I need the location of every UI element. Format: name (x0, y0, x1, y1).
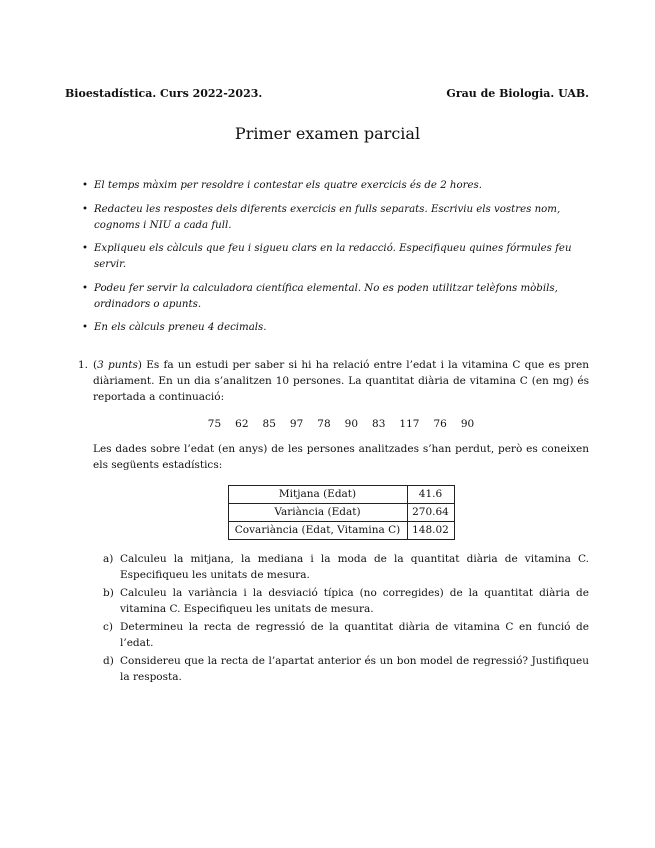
instruction-item: • En els càlculs preneu 4 decimals. (82, 320, 589, 336)
exam-title: Primer examen parcial (234, 124, 421, 143)
instruction-item: • Expliqueu els càlculs que feu i sigueu clars en la redacció. Especifiqueu quines fórmules feu servir. (82, 241, 589, 273)
page-header (65, 87, 589, 100)
stat-label: Covariància (Edat, Vitamina C) (228, 522, 407, 540)
data-value: 90 (344, 418, 359, 430)
problem-1 (78, 357, 589, 687)
course-title: Bioestadística. Curs 2022-2023. (65, 87, 263, 100)
table-row (228, 522, 454, 540)
instruction-item: • El temps màxim per resoldre i contestar els quatre exercicis és de 2 hores. (82, 178, 589, 194)
subquestion-label: d) (103, 655, 114, 667)
stat-value: 148.02 (407, 522, 454, 540)
instruction-item: • Podeu fer servir la calculadora científica elemental. No es poden utilitzar telèfons mòbils, ordinadors o apunts. (82, 281, 589, 313)
stat-value: 41.6 (407, 486, 454, 504)
subquestion-text: Calculeu la variància i la desviació típica (no corregides) de la quantitat diària de vitamina C. Especifiqueu les unitats de mesura. (120, 587, 589, 615)
problem-intro: Es fa un estudi per saber si hi ha relació entre l’edat i la vitamina C que es pren diàriament. En un dia s’analitzen 10 persones. La quantitat diària de vitamina C (en mg) és reportada a continuació: (93, 359, 590, 403)
data-value: 85 (262, 418, 276, 430)
stat-value: 270.64 (407, 504, 454, 522)
instructions-list (82, 178, 589, 344)
subquestion-text: Considereu que la recta de l’apartat anterior és un bon model de regressió? Justifiqueu la resposta. (120, 655, 589, 683)
data-value: 117 (399, 418, 420, 430)
stats-intro: Les dades sobre l’edat (en anys) de les persones analitzades s’han perdut, però es coneixen els següents estadístics: (93, 443, 589, 471)
data-value: 75 (207, 418, 222, 430)
vitamin-c-values (93, 416, 589, 432)
subquestion-item (93, 585, 589, 617)
stat-label: Variància (Edat) (228, 504, 407, 522)
institution: Grau de Biologia. UAB. (446, 87, 589, 100)
subquestion-item (93, 551, 589, 583)
data-value: 78 (317, 418, 331, 430)
subquestion-item (93, 653, 589, 685)
problem-intro-paragraph: (3 punts) Es fa un estudi per saber si hi ha relació entre l’edat i la vitamina C que es pren diàriament. En un dia s’analitzen 10 persones. La quantitat diària de vitamina C (en mg) és reportada a continuació: (93, 359, 590, 403)
problem-body (93, 357, 589, 685)
table-row (228, 504, 454, 522)
data-value: 90 (460, 418, 475, 430)
subquestion-label: c) (103, 621, 113, 633)
table-row (228, 486, 454, 504)
data-value: 83 (372, 418, 386, 430)
data-value: 97 (289, 418, 304, 430)
subquestion-text: Calculeu la mitjana, la mediana i la moda de la quantitat diària de vitamina C. Especifiqueu les unitats de mesura. (120, 553, 589, 581)
problem-number: 1. (78, 359, 89, 371)
subquestion-list (93, 551, 589, 685)
problem-points: 3 punts (97, 359, 138, 371)
subquestion-label: a) (103, 553, 114, 565)
subquestion-text: Determineu la recta de regressió de la quantitat diària de vitamina C en funció de l’edat. (120, 621, 589, 649)
statistics-table (228, 485, 455, 540)
data-value: 76 (433, 418, 447, 430)
instruction-item: • Redacteu les respostes dels diferents exercicis en fulls separats. Escriviu els vostres nom, cognoms i NIU a cada full. (82, 202, 589, 234)
subquestion-label: b) (103, 587, 114, 599)
data-value: 62 (235, 418, 249, 430)
stat-label: Mitjana (Edat) (228, 486, 407, 504)
subquestion-item (93, 619, 589, 651)
